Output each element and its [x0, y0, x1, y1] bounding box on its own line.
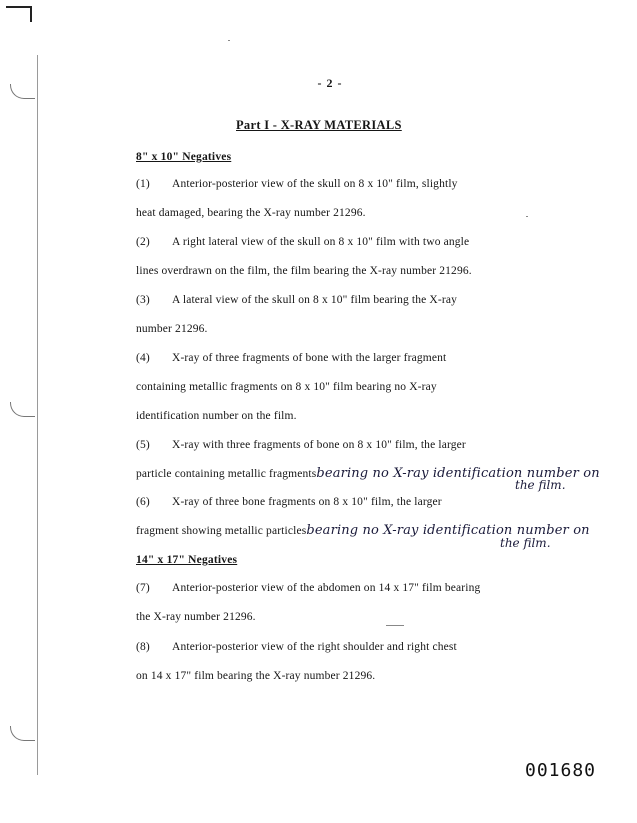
line-text: identification number on the film.: [136, 410, 297, 422]
list-item-line: [136, 439, 466, 451]
binder-hole-bottom: [10, 726, 35, 741]
line-text: number 21296.: [136, 323, 208, 335]
list-item-line: [136, 207, 366, 219]
binder-hole-top: [10, 84, 35, 99]
item-number: (1): [136, 178, 150, 190]
line-text: Anterior-posterior view of the right shoulder and right chest: [172, 641, 457, 653]
line-text: X-ray of three bone fragments on 8 x 10" film, the larger: [172, 496, 442, 508]
handwritten-annotation: bearing no X-ray identification number on: [316, 466, 600, 481]
item-number: (4): [136, 352, 150, 364]
list-item-line: [136, 178, 458, 190]
line-text: heat damaged, bearing the X-ray number 21296.: [136, 207, 366, 219]
list-item-line: [136, 496, 442, 508]
page-number: - 2 -: [317, 76, 343, 90]
scan-speck: [228, 40, 230, 41]
line-text: particle containing metallic fragments: [136, 468, 317, 480]
list-item-line: [136, 611, 256, 623]
document-stamp-number: 001680: [525, 760, 597, 781]
item-number: (5): [136, 439, 150, 451]
item-number: (3): [136, 294, 150, 306]
item-number: (8): [136, 641, 150, 653]
line-text: X-ray with three fragments of bone on 8 x 10" film, the larger: [172, 439, 466, 451]
section-heading-14x17: 14" x 17" Negatives: [136, 554, 238, 566]
list-item-line: [136, 294, 457, 306]
corner-crop-mark: [6, 4, 36, 24]
binder-hole-middle: [10, 402, 35, 417]
line-text: lines overdrawn on the film, the film bearing the X-ray number 21296.: [136, 265, 472, 277]
line-text: on 14 x 17" film bearing the X-ray number 21296.: [136, 670, 376, 682]
line-text: X-ray of three fragments of bone with the larger fragment: [172, 352, 447, 364]
line-text: containing metallic fragments on 8 x 10" film bearing no X-ray: [136, 381, 437, 393]
line-text: A right lateral view of the skull on 8 x 10" film with two angle: [172, 236, 470, 248]
item-number: (2): [136, 236, 150, 248]
line-text: Anterior-posterior view of the abdomen on 14 x 17" film bearing: [172, 582, 481, 594]
handwritten-annotation-continuation: the film.: [500, 536, 551, 550]
handwritten-annotation: bearing no X-ray identification number on: [306, 523, 590, 538]
scan-mark: [386, 625, 404, 626]
list-item-line: [136, 641, 457, 653]
list-item-line: [136, 323, 208, 335]
list-item-line: [136, 410, 297, 422]
line-text: Anterior-posterior view of the skull on 8 x 10" film, slightly: [172, 178, 458, 190]
list-item-line: [136, 381, 437, 393]
line-text: fragment showing metallic particles: [136, 525, 307, 537]
scan-speck: [526, 216, 528, 217]
handwritten-annotation-continuation: the film.: [515, 478, 566, 492]
line-text: A lateral view of the skull on 8 x 10" film bearing the X-ray: [172, 294, 457, 306]
margin-rule: [37, 55, 38, 775]
item-number: (6): [136, 496, 150, 508]
section-heading-8x10: 8" x 10" Negatives: [136, 151, 232, 163]
list-item-line: [136, 352, 446, 364]
line-text: the X-ray number 21296.: [136, 611, 256, 623]
list-item-line: [136, 236, 469, 248]
list-item-line: [136, 582, 480, 594]
list-item-line: [136, 670, 375, 682]
part-title: Part I - X-RAY MATERIALS: [236, 118, 402, 132]
item-number: (7): [136, 582, 150, 594]
list-item-line: [136, 265, 472, 277]
